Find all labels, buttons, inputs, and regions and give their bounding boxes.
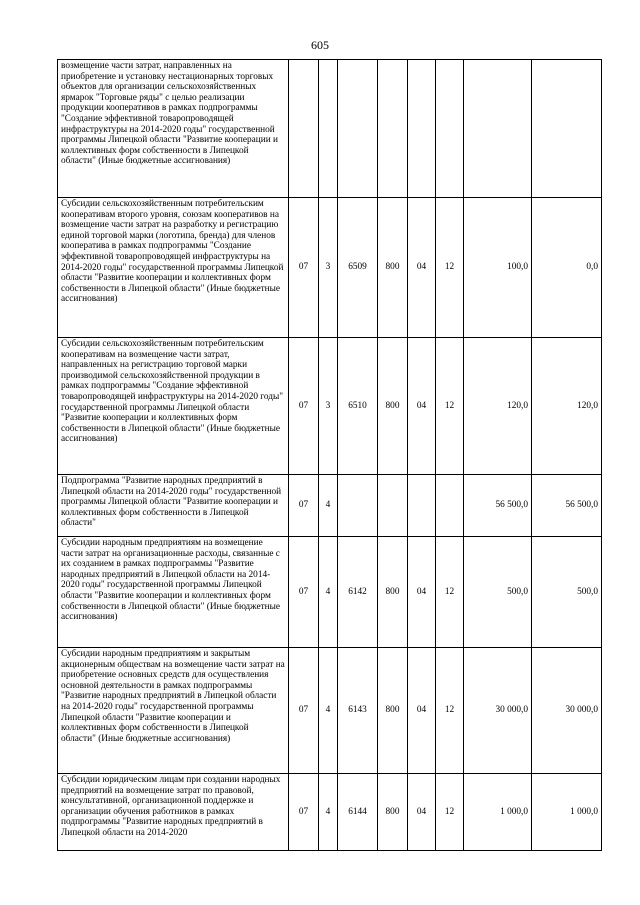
table-row — [58, 774, 602, 851]
article-cell: 6509 — [338, 198, 378, 338]
expense-type-cell — [378, 475, 408, 537]
section-cell: 07 — [289, 198, 319, 338]
expense-type-cell — [378, 60, 408, 198]
description-cell: Субсидии сельскохозяйственным потребительским кооперативам на возмещение части затрат, направленных на регистрацию торговой марки производимой сельскохозяйственной продукции в рамках подпрограммы "Создание эффективной товаропроводящей инфраструктуры на 2014-2020 годы" государственной программы Липецкой области "Развитие кооперации и коллективных форм собственности в Липецкой области" (Иные бюджетные ассигнования) — [58, 338, 289, 475]
article-cell: 6143 — [338, 648, 378, 774]
article-cell: 6510 — [338, 338, 378, 475]
amount-2-cell: 0,0 — [532, 198, 602, 338]
program-cell — [319, 60, 338, 198]
program-cell: 4 — [319, 475, 338, 537]
amount-1-cell: 30 000,0 — [464, 648, 532, 774]
amount-1-cell — [464, 60, 532, 198]
section-cell: 07 — [289, 475, 319, 537]
subsection-cell — [408, 475, 436, 537]
amount-1-cell: 500,0 — [464, 537, 532, 648]
description-cell: Субсидии сельскохозяйственным потребительским кооперативам второго уровня, союзам кооперативов на возмещение части затрат на разработку и регистрацию единой торговой марки (логотипа, бренда) для членов кооператива в рамках подпрограммы "Создание эффективной товаропроводящей инфраструктуры на 2014-2020 годы" государственной программы Липецкой области "Развитие кооперации и коллективных форм собственности в Липецкой области" (Иные бюджетные ассигнования) — [58, 198, 289, 338]
amount-2-cell: 1 000,0 — [532, 774, 602, 851]
subsection-cell: 04 — [408, 648, 436, 774]
article-cell — [338, 60, 378, 198]
table-row — [58, 475, 602, 537]
code-cell: 12 — [436, 338, 464, 475]
table-row — [58, 198, 602, 338]
description-cell: Субсидии юридическим лицам при создании народных предприятий на возмещение затрат по правовой, консультативной, организационной поддержке и организации обучения работников в рамках подпрограммы "Развитие народных предприятий в Липецкой области на 2014-2020 — [58, 774, 289, 851]
table-body — [58, 60, 602, 851]
section-cell — [289, 60, 319, 198]
subsection-cell: 04 — [408, 537, 436, 648]
subsection-cell: 04 — [408, 198, 436, 338]
program-cell: 4 — [319, 774, 338, 851]
amount-2-cell: 500,0 — [532, 537, 602, 648]
section-cell: 07 — [289, 648, 319, 774]
code-cell: 12 — [436, 537, 464, 648]
program-cell: 4 — [319, 648, 338, 774]
expense-type-cell: 800 — [378, 537, 408, 648]
program-cell: 4 — [319, 537, 338, 648]
table-row — [58, 648, 602, 774]
amount-1-cell: 100,0 — [464, 198, 532, 338]
amount-1-cell: 56 500,0 — [464, 475, 532, 537]
table-row — [58, 60, 602, 198]
expense-type-cell: 800 — [378, 338, 408, 475]
article-cell — [338, 475, 378, 537]
code-cell: 12 — [436, 648, 464, 774]
section-cell: 07 — [289, 774, 319, 851]
description-cell: Подпрограмма "Развитие народных предприятий в Липецкой области на 2014-2020 годы" государственной программы Липецкой области "Развитие кооперации и коллективных форм собственности в Липецкой области" — [58, 475, 289, 537]
amount-1-cell: 1 000,0 — [464, 774, 532, 851]
subsection-cell — [408, 60, 436, 198]
subsection-cell: 04 — [408, 774, 436, 851]
code-cell — [436, 60, 464, 198]
table-row — [58, 338, 602, 475]
amount-2-cell: 120,0 — [532, 338, 602, 475]
article-cell: 6144 — [338, 774, 378, 851]
page-number: 605 — [311, 38, 329, 52]
expense-type-cell: 800 — [378, 648, 408, 774]
amount-2-cell: 56 500,0 — [532, 475, 602, 537]
program-cell: 3 — [319, 338, 338, 475]
budget-table — [57, 59, 602, 851]
amount-2-cell — [532, 60, 602, 198]
section-cell: 07 — [289, 537, 319, 648]
code-cell — [436, 475, 464, 537]
amount-2-cell: 30 000,0 — [532, 648, 602, 774]
article-cell: 6142 — [338, 537, 378, 648]
table-row — [58, 537, 602, 648]
code-cell: 12 — [436, 774, 464, 851]
program-cell: 3 — [319, 198, 338, 338]
amount-1-cell: 120,0 — [464, 338, 532, 475]
description-cell: Субсидии народным предприятиям и закрытым акционерным обществам на возмещение части затрат на приобретение основных средств для осуществления основной деятельности в рамках подпрограммы "Развитие народных предприятий в Липецкой области на 2014-2020 годы" государственной программы Липецкой области "Развитие кооперации и коллективных форм собственности в Липецкой области" (Иные бюджетные ассигнования) — [58, 648, 289, 774]
description-cell: возмещение части затрат, направленных на приобретение и установку нестационарных торговых объектов для организации сельскохозяйственных ярмарок "Торговые ряды" с целью реализации продукции кооперативов в рамках подпрограммы "Создание эффективной товаропроводящей инфраструктуры на 2014-2020 годы" государственной программы Липецкой области "Развитие кооперации и коллективных форм собственности в Липецкой области" (Иные бюджетные ассигнования) — [58, 60, 289, 198]
expense-type-cell: 800 — [378, 198, 408, 338]
expense-type-cell: 800 — [378, 774, 408, 851]
section-cell: 07 — [289, 338, 319, 475]
code-cell: 12 — [436, 198, 464, 338]
subsection-cell: 04 — [408, 338, 436, 475]
description-cell: Субсидии народным предприятиям на возмещение части затрат на организационные расходы, связанные с их созданием в рамках подпрограммы "Развитие народных предприятий в Липецкой области на 2014-2020 годы" государственной программы Липецкой области "Развитие кооперации и коллективных форм собственности в Липецкой области" (Иные бюджетные ассигнования) — [58, 537, 289, 648]
